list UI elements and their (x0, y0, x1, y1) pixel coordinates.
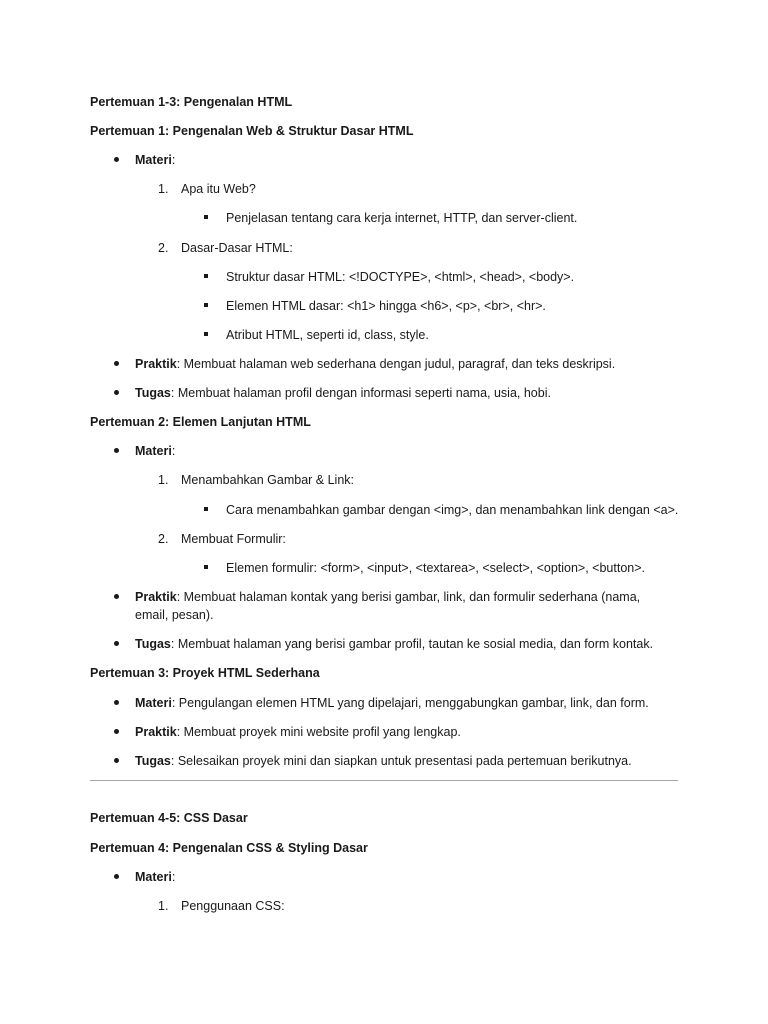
bullet-dot-icon (114, 758, 119, 763)
list-item: Dasar-Dasar HTML: (181, 241, 293, 255)
square-bullet-icon (204, 565, 208, 569)
list-item: Membuat Formulir: (181, 532, 286, 546)
meeting-heading: Pertemuan 1: Pengenalan Web & Struktur Dasar HTML (90, 124, 414, 138)
square-bullet-icon (204, 332, 208, 336)
list-item (135, 868, 175, 886)
materi-text: : Pengulangan elemen HTML yang dipelajari, menggabungkan gambar, link, dan form. (171, 696, 649, 710)
meeting-heading: Pertemuan 3: Proyek HTML Sederhana (90, 666, 320, 680)
list-item: Apa itu Web? (181, 182, 256, 196)
list-item: Menambahkan Gambar & Link: (181, 473, 355, 487)
list-item (135, 442, 175, 460)
bullet-dot-icon (114, 157, 119, 162)
list-number: 2. (158, 532, 169, 546)
list-item (135, 151, 175, 169)
list-item: Cara menambahkan gambar dengan <img>, dan menambahkan link dengan <a>. (226, 503, 679, 517)
square-bullet-icon (204, 303, 208, 307)
materi-label: Materi (135, 444, 172, 458)
colon: : (171, 153, 176, 167)
bullet-dot-icon (114, 874, 119, 879)
tugas-label: Tugas (135, 386, 171, 400)
bullet-dot-icon (114, 729, 119, 734)
meeting-heading: Pertemuan 2: Elemen Lanjutan HTML (90, 415, 311, 429)
square-bullet-icon (204, 215, 208, 219)
bullet-dot-icon (114, 641, 119, 646)
materi-label: Materi (135, 696, 172, 710)
horizontal-divider (90, 780, 678, 781)
colon: : (171, 870, 176, 884)
bullet-dot-icon (114, 390, 119, 395)
tugas-label: Tugas (135, 754, 171, 768)
list-item: Elemen HTML dasar: <h1> hingga <h6>, <p>, <br>, <hr>. (226, 299, 546, 313)
tugas-text: : Membuat halaman yang berisi gambar profil, tautan ke sosial media, dan form kontak. (170, 637, 654, 651)
meeting-heading: Pertemuan 4: Pengenalan CSS & Styling Dasar (90, 841, 368, 855)
list-number: 1. (158, 182, 169, 196)
list-item: Penggunaan CSS: (181, 899, 285, 913)
square-bullet-icon (204, 507, 208, 511)
praktik-label: Praktik (135, 357, 177, 371)
list-item (135, 635, 653, 653)
list-item: Struktur dasar HTML: <!DOCTYPE>, <html>, <head>, <body>. (226, 270, 575, 284)
bullet-dot-icon (114, 594, 119, 599)
list-number: 2. (158, 241, 169, 255)
bullet-dot-icon (114, 700, 119, 705)
praktik-label: Praktik (135, 725, 177, 739)
materi-label: Materi (135, 870, 172, 884)
praktik-text: : Membuat halaman web sederhana dengan judul, paragraf, dan teks deskripsi. (176, 357, 616, 371)
list-item-continuation: email, pesan). (135, 608, 214, 622)
list-item: Elemen formulir: <form>, <input>, <textarea>, <select>, <option>, <button>. (226, 561, 646, 575)
bullet-dot-icon (114, 448, 119, 453)
list-number: 1. (158, 473, 169, 487)
list-item (135, 752, 632, 770)
list-item (135, 723, 461, 741)
tugas-text: : Selesaikan proyek mini dan siapkan untuk presentasi pada pertemuan berikutnya. (170, 754, 632, 768)
praktik-label: Praktik (135, 590, 177, 604)
praktik-text: : Membuat halaman kontak yang berisi gambar, link, dan formulir sederhana (nama, (176, 590, 641, 604)
list-item: Penjelasan tentang cara kerja internet, HTTP, dan server-client. (226, 211, 578, 225)
list-item (135, 355, 615, 373)
section-heading: Pertemuan 1-3: Pengenalan HTML (90, 95, 293, 109)
tugas-text: : Membuat halaman profil dengan informasi seperti nama, usia, hobi. (170, 386, 551, 400)
square-bullet-icon (204, 274, 208, 278)
list-number: 1. (158, 899, 169, 913)
tugas-label: Tugas (135, 637, 171, 651)
list-item (135, 694, 649, 712)
section-heading: Pertemuan 4-5: CSS Dasar (90, 811, 248, 825)
colon: : (171, 444, 176, 458)
materi-label: Materi (135, 153, 172, 167)
bullet-dot-icon (114, 361, 119, 366)
list-item (135, 384, 551, 402)
list-item: Atribut HTML, seperti id, class, style. (226, 328, 429, 342)
list-item (135, 588, 640, 606)
praktik-text: : Membuat proyek mini website profil yang lengkap. (176, 725, 461, 739)
